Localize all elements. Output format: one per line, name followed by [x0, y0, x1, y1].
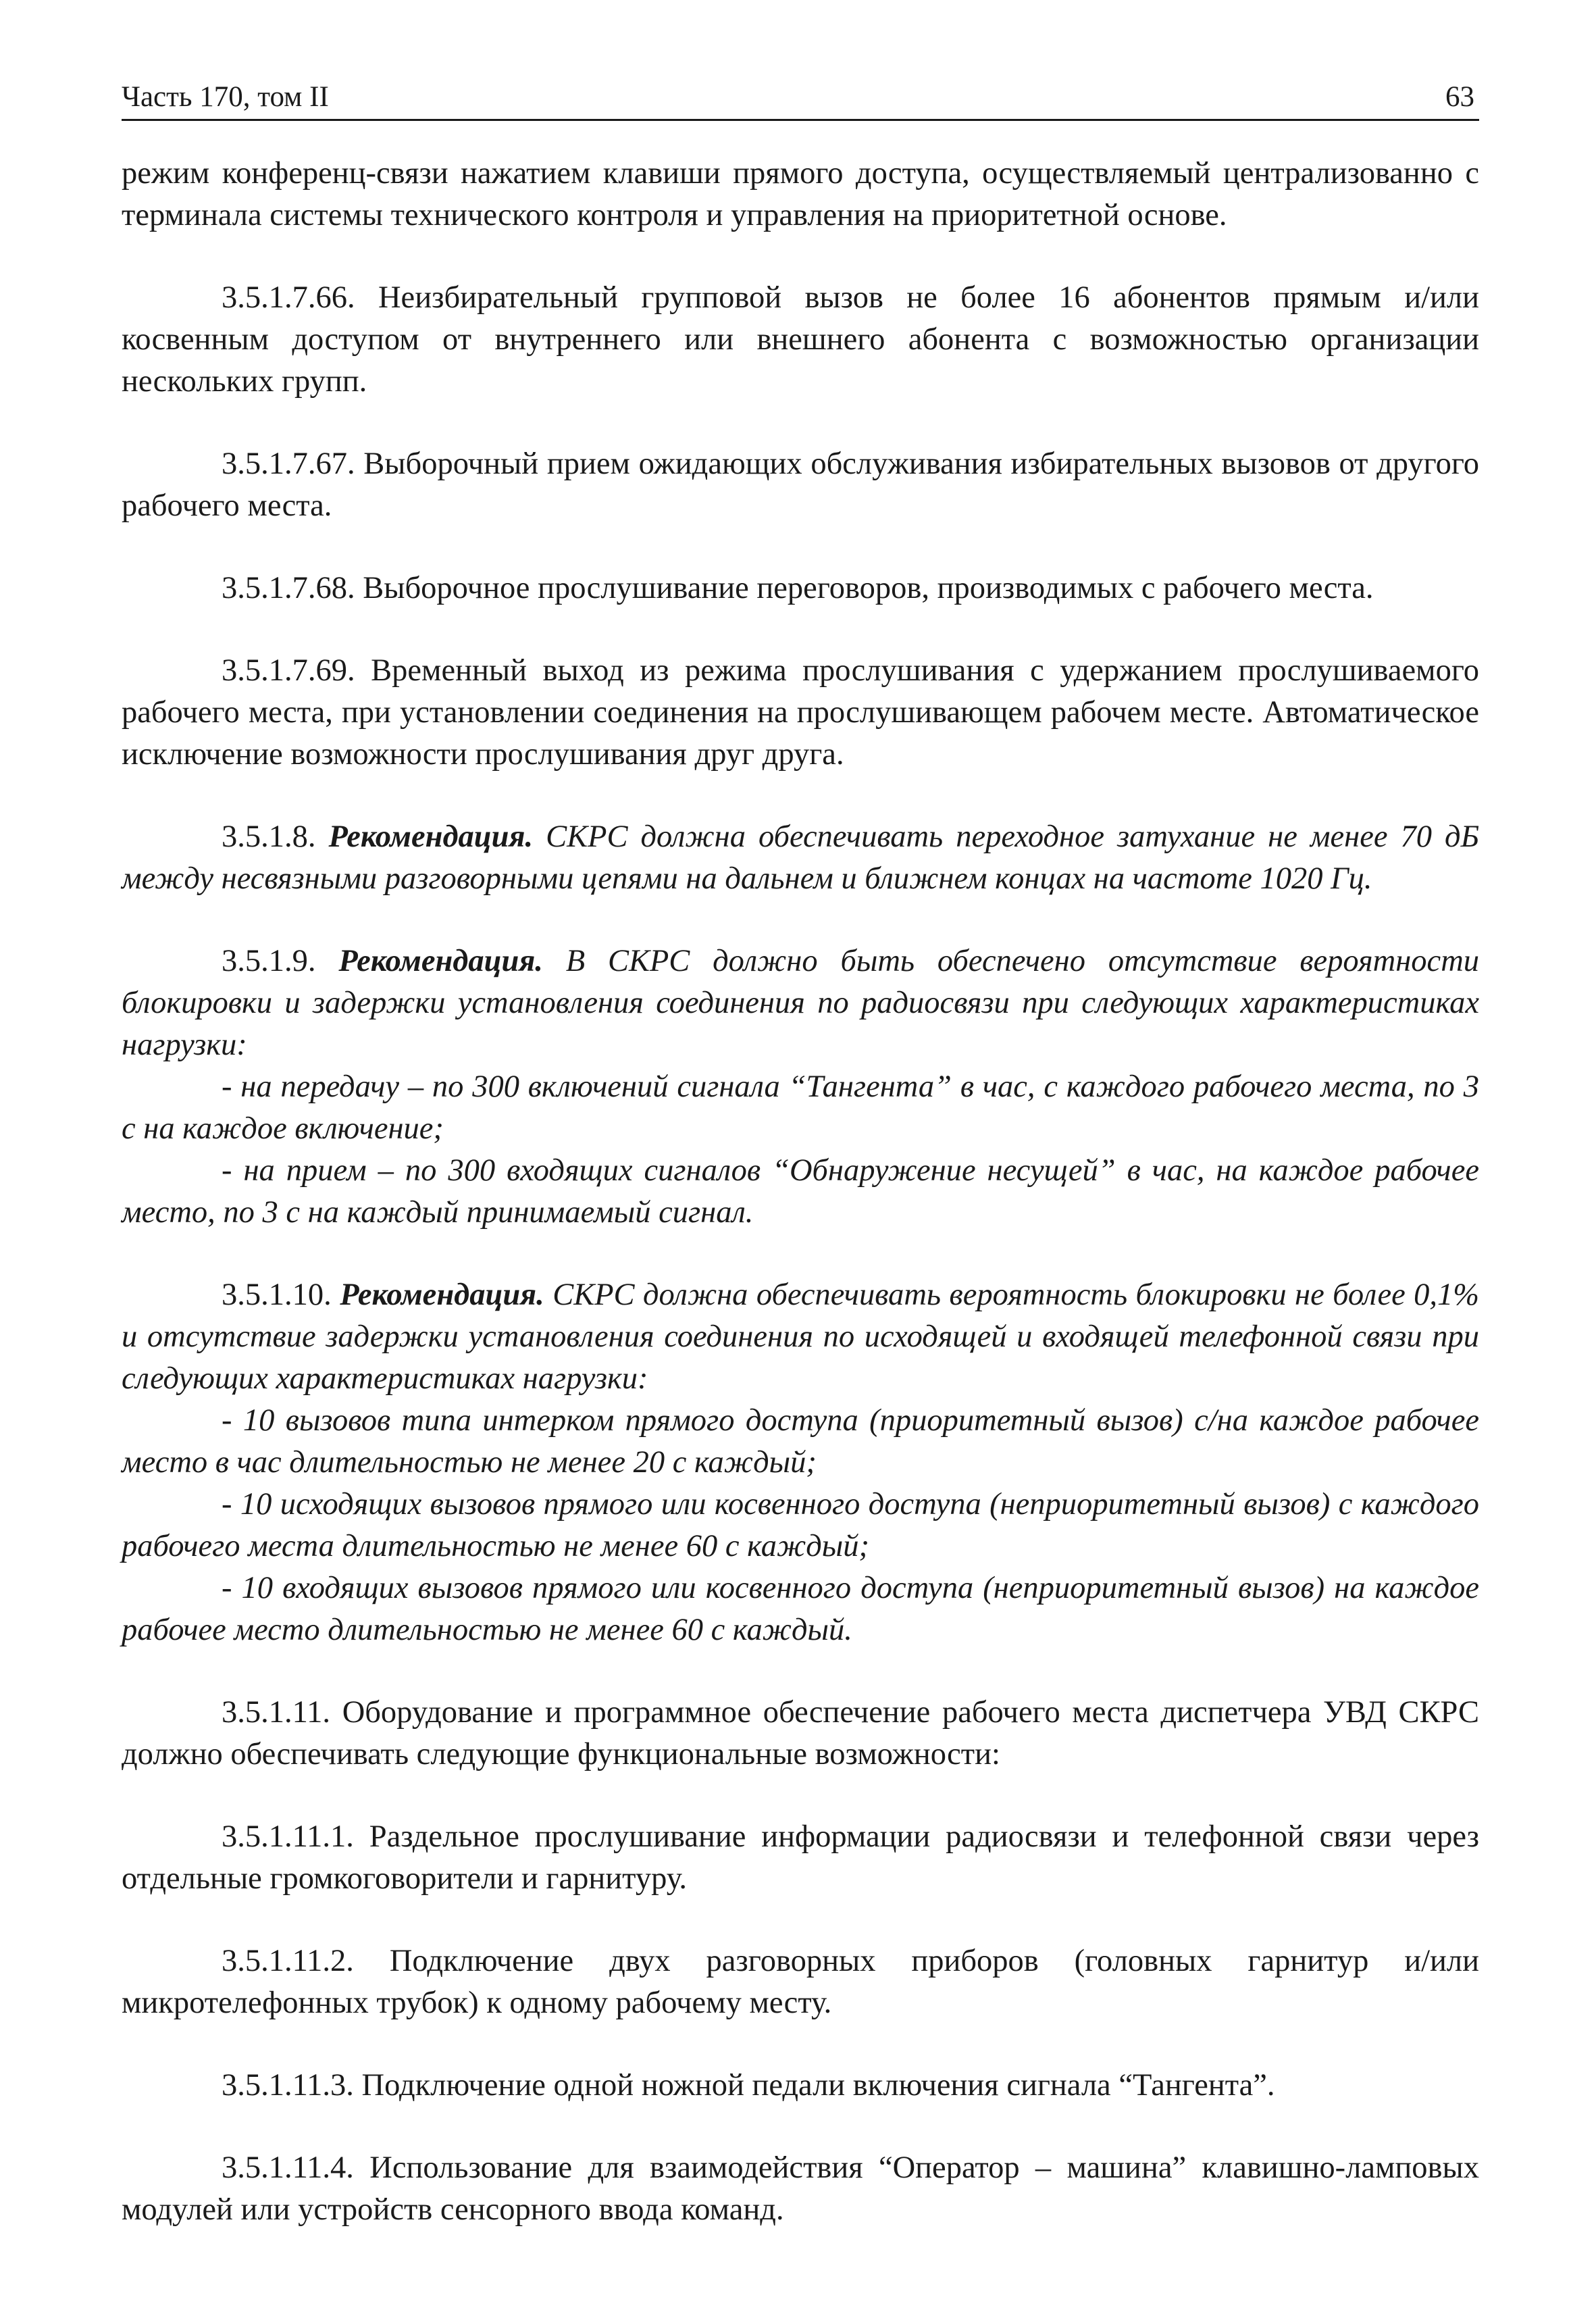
part-label: Часть 170, том II	[122, 81, 329, 113]
document-body	[122, 153, 1479, 2271]
page-number: 63	[1445, 81, 1474, 113]
paragraph-number: 3.5.1.7.68.	[222, 571, 355, 605]
paragraph-number: 3.5.1.8.	[222, 820, 316, 854]
header-rule	[122, 119, 1479, 121]
list-item: - на прием – по 300 входящих сигналов “Обнаружение несущей” в час, на каждое рабочее место, по 3 с на каждый принимаемый сигнал.	[122, 1153, 1479, 1230]
paragraph-3-5-1-11-1: 3.5.1.11.1. Раздельное прослушивание информации радиосвязи и телефонной связи через отдельные громкоговорители и гарнитуру.	[122, 1819, 1479, 1896]
paragraph-number: 3.5.1.11.1.	[222, 1819, 354, 1854]
paragraph-number: 3.5.1.11.4.	[222, 2150, 354, 2185]
paragraph-3-5-1-11-3: 3.5.1.11.3. Подключение одной ножной педали включения сигнала “Тангента”.	[222, 2068, 1275, 2103]
paragraph-number: 3.5.1.7.69.	[222, 653, 355, 688]
paragraph-3-5-1-7-66: 3.5.1.7.66. Неизбирательный групповой вызов не более 16 абонентов прямым и/или косвенным доступом от внутреннего или внешнего абонента с возможностью организации нескольких групп.	[122, 280, 1480, 399]
list-item: - на передачу – по 300 включений сигнала “Тангента” в час, с каждого рабочего места, по 3 с на каждое включение;	[122, 1070, 1479, 1146]
list-item: - 10 исходящих вызовов прямого или косвенного доступа (неприоритетный вызов) с каждого рабочего места длительностью не менее 60 с каждый;	[122, 1487, 1479, 1563]
paragraph-3-5-1-7-68: 3.5.1.7.68. Выборочное прослушивание переговоров, производимых с рабочего места.	[222, 571, 1374, 605]
list-item: - 10 входящих вызовов прямого или косвенного доступа (неприоритетный вызов) на каждое рабочее место длительностью не менее 60 с каждый.	[122, 1571, 1479, 1647]
paragraph-3-5-1-7-67: 3.5.1.7.67. Выборочный прием ожидающих обслуживания избирательных вызовов от другого рабочего места.	[122, 447, 1479, 523]
paragraph-number: 3.5.1.9.	[222, 944, 316, 978]
paragraph-3-5-1-11-4: 3.5.1.11.4. Использование для взаимодействия “Оператор – машина” клавишно-ламповых модулей или устройств сенсорного ввода команд.	[122, 2150, 1479, 2227]
paragraph-number: 3.5.1.11.3.	[222, 2068, 354, 2103]
paragraph-number: 3.5.1.11.	[222, 1695, 331, 1730]
paragraph-number: 3.5.1.7.66.	[222, 280, 355, 315]
paragraph-3-5-1-10: 3.5.1.10. Рекомендация. СКРС должна обеспечивать вероятность блокировки не более 0,1% и отсутствие задержки установления соединения по исходящей и входящей телефонной связи при следующих характеристиках нагрузки:	[122, 1278, 1480, 1396]
paragraph-3-5-1-8: 3.5.1.8. Рекомендация. СКРС должна обеспечивать переходное затухание не менее 70 дБ между несвязными разговорными цепями на дальнем и ближнем концах на частоте 1020 Гц.	[122, 820, 1480, 896]
recommendation-label: Рекомендация.	[340, 1278, 544, 1312]
recommendation-label: Рекомендация.	[338, 944, 543, 978]
paragraph-number: 3.5.1.7.67.	[222, 447, 355, 481]
paragraph-3-5-1-9: 3.5.1.9. Рекомендация. В СКРС должно быть обеспечено отсутствие вероятности блокировки и задержки установления соединения по радиосвязи при следующих характеристиках нагрузки:	[122, 944, 1480, 1062]
paragraph-number: 3.5.1.10.	[222, 1278, 332, 1312]
paragraph-3-5-1-11: 3.5.1.11. Оборудование и программное обеспечение рабочего места диспетчера УВД СКРС должно обеспечивать следующие функциональные возможности:	[122, 1695, 1480, 1771]
paragraph-3-5-1-7-69: 3.5.1.7.69. Временный выход из режима прослушивания с удержанием прослушиваемого рабочего места, при установлении соединения на прослушивающем рабочем месте. Автоматическое исключение возможности прослушивания друг друга.	[122, 653, 1479, 772]
list-item: - 10 вызовов типа интерком прямого доступа (приоритетный вызов) с/на каждое рабочее место в час длительностью не менее 20 с каждый;	[122, 1403, 1479, 1480]
paragraph-3-5-1-11-2: 3.5.1.11.2. Подключение двух разговорных приборов (головных гарнитур и/или микротелефонных трубок) к одному рабочему месту.	[122, 1944, 1480, 2020]
page-header	[122, 80, 1474, 115]
paragraph-number: 3.5.1.11.2.	[222, 1944, 354, 1978]
paragraph-continuation: режим конференц-связи нажатием клавиши прямого доступа, осуществляемый централизованно с терминала системы технического контроля и управления на приоритетной основе.	[122, 156, 1479, 232]
recommendation-label: Рекомендация.	[328, 820, 534, 854]
